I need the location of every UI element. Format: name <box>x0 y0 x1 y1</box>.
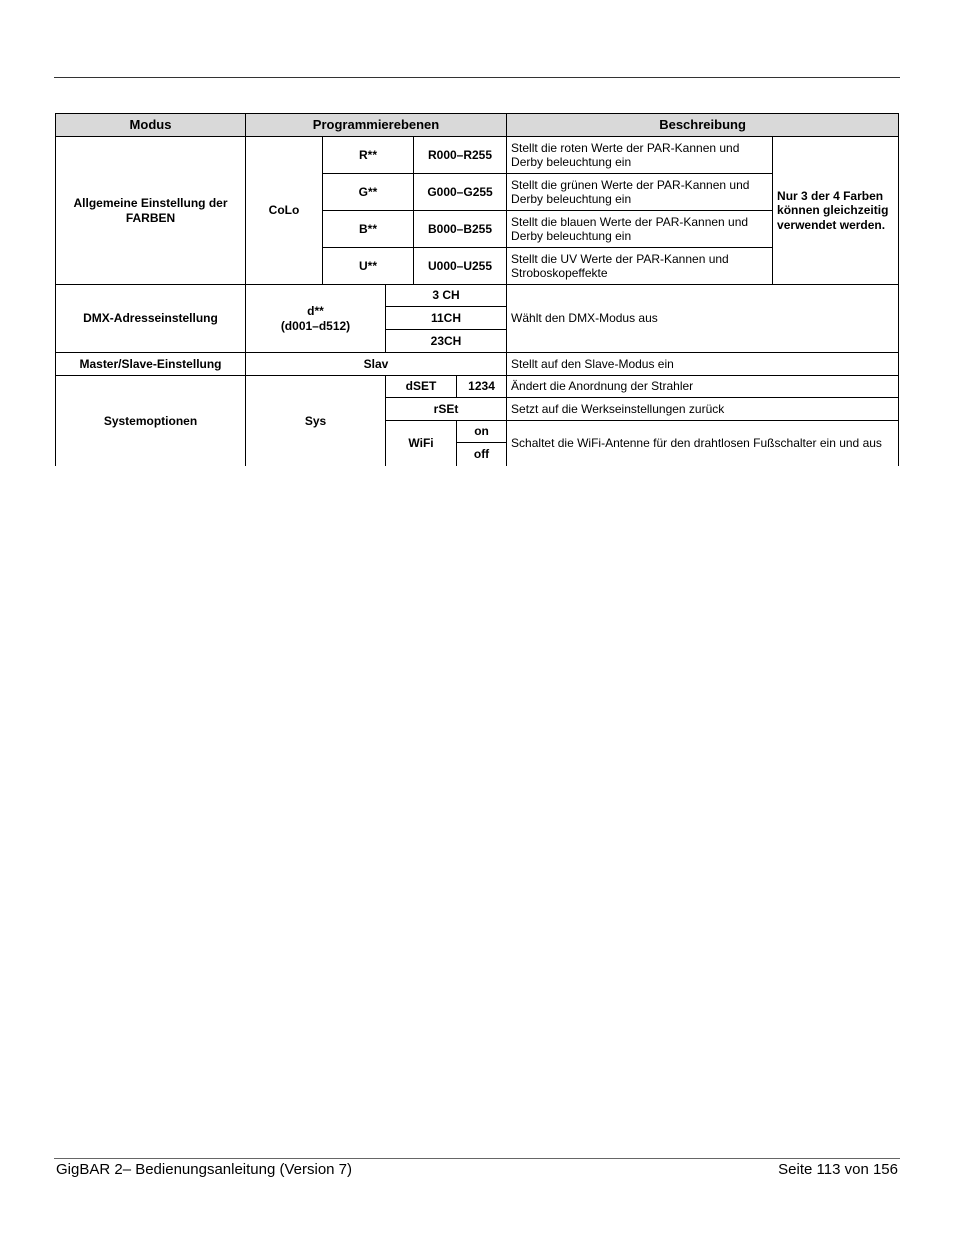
desc-u: Stellt die UV Werte der PAR-Kannen und Stroboskopeffekte <box>507 248 773 285</box>
label-dset: dSET <box>386 376 457 398</box>
footer-title: GigBAR 2– Bedienungsanleitung (Version 7) <box>56 1161 353 1178</box>
range-g: G000–G255 <box>414 174 507 211</box>
table-row <box>56 376 899 398</box>
channel-3ch: 3 CH <box>386 285 507 307</box>
level-slav: Slav <box>246 353 507 376</box>
range-u: U000–U255 <box>414 248 507 285</box>
channel-11ch: 11CH <box>386 307 507 330</box>
mode-slave: Master/Slave-Einstellung <box>56 353 246 376</box>
code-g: G** <box>323 174 414 211</box>
level-dmx-range: (d001–d512) <box>280 318 351 333</box>
code-u: U** <box>323 248 414 285</box>
table-row <box>56 137 899 174</box>
level-colo: CoLo <box>246 137 323 285</box>
code-r: R** <box>323 137 414 174</box>
mode-system: Systemoptionen <box>56 376 246 466</box>
bottom-rule <box>54 1158 900 1159</box>
level-dmx-code: d** <box>307 304 324 318</box>
header-beschreibung: Beschreibung <box>507 114 899 137</box>
desc-b: Stellt die blauen Werte der PAR-Kannen und Derby beleuchtung ein <box>507 211 773 248</box>
note-farben: Nur 3 der 4 Farben können gleichzeitig verwendet werden. <box>773 137 899 285</box>
table-row <box>56 285 899 307</box>
menu-table <box>55 113 899 466</box>
header-modus: Modus <box>56 114 246 137</box>
desc-wifi: Schaltet die WiFi-Antenne für den drahtlosen Fußschalter ein und aus <box>507 421 899 466</box>
code-b: B** <box>323 211 414 248</box>
header-programmierebenen: Programmierebenen <box>246 114 507 137</box>
wifi-off: off <box>457 443 507 466</box>
level-dmx <box>246 285 386 353</box>
top-rule <box>54 77 900 78</box>
label-rset: rSEt <box>386 398 507 421</box>
desc-r: Stellt die roten Werte der PAR-Kannen und Derby beleuchtung ein <box>507 137 773 174</box>
label-wifi: WiFi <box>386 421 457 466</box>
desc-slave: Stellt auf den Slave-Modus ein <box>507 353 899 376</box>
level-sys: Sys <box>246 376 386 466</box>
desc-rset: Setzt auf die Werkseinstellungen zurück <box>507 398 899 421</box>
channel-23ch: 23CH <box>386 330 507 353</box>
desc-dmx: Wählt den DMX-Modus aus <box>507 285 899 353</box>
range-r: R000–R255 <box>414 137 507 174</box>
range-b: B000–B255 <box>414 211 507 248</box>
wifi-on: on <box>457 421 507 443</box>
header-row <box>56 114 899 137</box>
table-row <box>56 353 899 376</box>
footer-page-number: Seite 113 von 156 <box>778 1161 898 1178</box>
desc-dset: Ändert die Anordnung der Strahler <box>507 376 899 398</box>
mode-farben: Allgemeine Einstellung der FARBEN <box>56 137 246 285</box>
mode-dmx: DMX-Adresseinstellung <box>56 285 246 353</box>
value-dset: 1234 <box>457 376 507 398</box>
desc-g: Stellt die grünen Werte der PAR-Kannen und Derby beleuchtung ein <box>507 174 773 211</box>
